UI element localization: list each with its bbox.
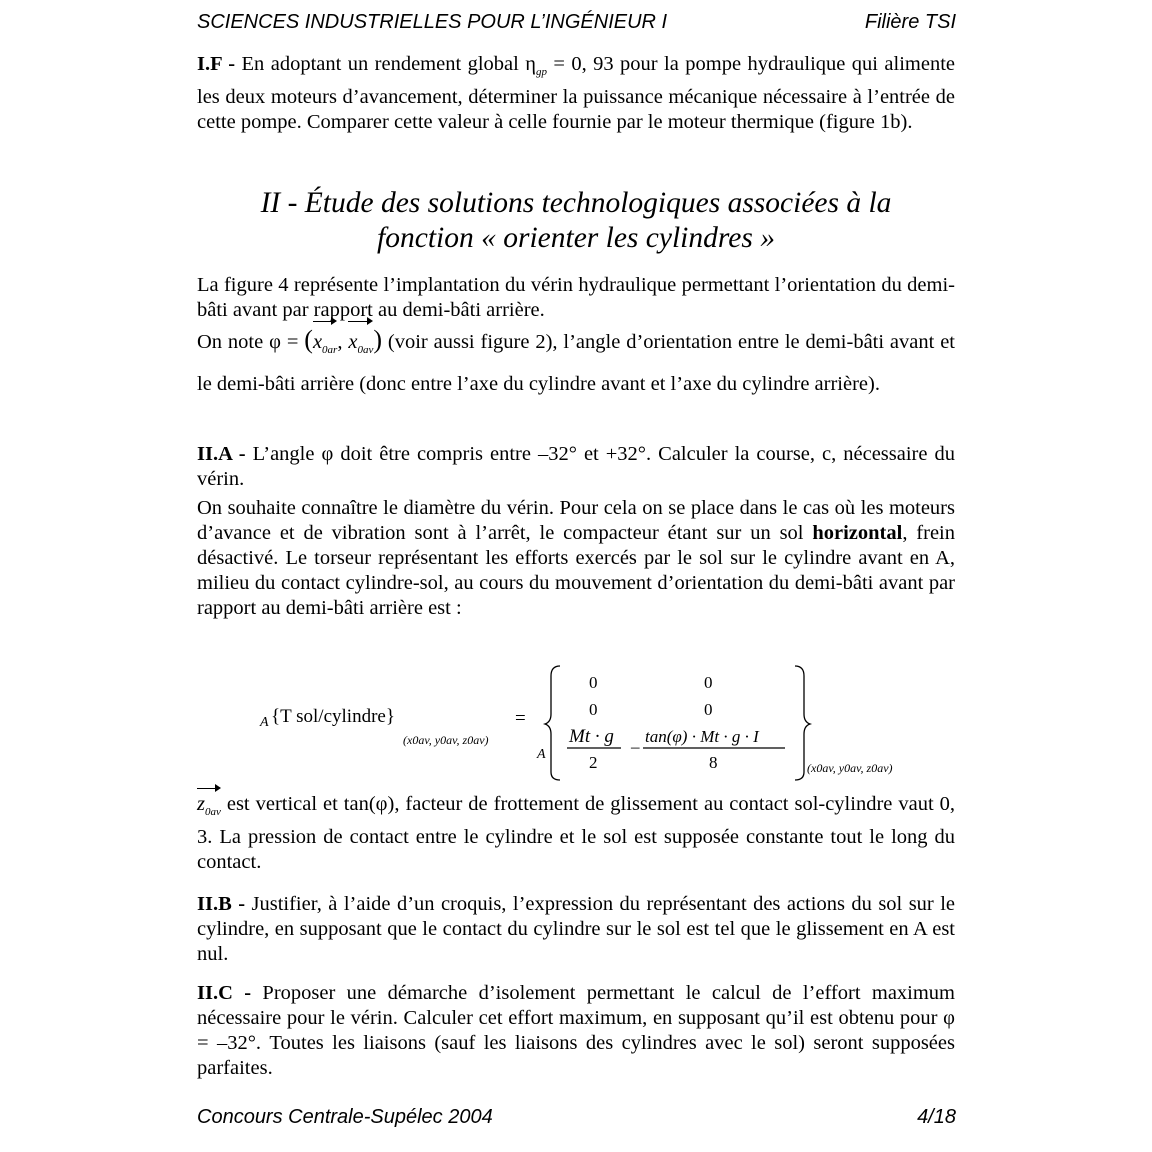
eq-point: A — [537, 747, 546, 762]
eq-equals: = — [515, 708, 526, 729]
intro — [197, 273, 955, 401]
eq-lhs-pre: A — [260, 715, 269, 730]
after-eq-text: est vertical et tan(φ), facteur de frottement de glissement au contact sol-cylindre vaut 0, 3. La pression de contact entre le cylindre et le sol est supposée constante tout le long du contact. — [197, 793, 955, 874]
r3c2-sign: – — [631, 737, 640, 756]
equation-svg — [255, 660, 935, 790]
bold-horizontal: horizontal — [812, 522, 903, 544]
eq-lhs: {T sol/cylindre} — [271, 706, 395, 727]
vec-x0av-sub: 0av — [357, 344, 374, 357]
label-IF: I.F - — [197, 53, 236, 75]
text-IF-rest: pour la pompe hydraulique qui alimente les deux moteurs d’avancement, déterminer la puissance mécanique nécessaire à l’entrée de cette pompe. Comparer cette valeur à celle fournie par le moteur thermique (figure 1b). — [197, 53, 955, 134]
r3c1-num: Mt · g — [569, 726, 614, 747]
vec-z0av-sub: 0av — [204, 806, 221, 819]
text-IF: En adoptant un rendement global η — [241, 53, 536, 75]
vec-x0ar-sub: 0ar — [322, 344, 338, 357]
text-IIA-p2: On souhaite connaître le diamètre du vérin. Pour cela on se place dans le cas où les moteurs d’avance et de vibration sont à l’arrêt, le compacteur étant sur un sol — [197, 497, 955, 544]
vec-x0av-letter: x — [348, 331, 358, 353]
eq-basis-left: (x0av, y0av, z0av) — [403, 733, 489, 747]
text-IIC: Proposer une démarche d’isolement permettant le calcul de l’effort maximum nécessaire pour le vérin. Calculer cet effort maximum, en supposant qu’il est obtenu pour φ = –32°. Toutes les liaisons (sauf les liaisons des cylindres avec le sol) seront supposées parfaites. — [197, 982, 956, 1079]
text-IIA: L’angle φ doit être compris entre –32° et +32°. Calculer la course, c, nécessaire du vérin. — [197, 443, 955, 490]
vec-x0ar-letter: x — [312, 331, 323, 353]
intro-p2: On note $\varphi = (x_{0ar}$, $x_{0av}$) (voir aussi figure 2), l’angle d’orientation entre le demi-bâti avant et le demi-bâti arrière (donc entre l’axe du cylindre avant et l’axe du cylindre arrière). — [197, 325, 956, 396]
question-IF — [197, 52, 955, 135]
intro-p1: La figure 4 représente l’implantation du vérin hydraulique permettant l’orientation du demi-bâti avant par rapport au demi-bâti arrière. — [197, 274, 955, 321]
r2c1: 0 — [589, 700, 598, 719]
vec-x0av — [348, 325, 373, 367]
after-equation — [197, 792, 955, 875]
page-footer — [197, 1106, 956, 1129]
section-title-line1: II - Étude des solutions technologiques associées à la — [260, 187, 892, 219]
left-brace — [545, 666, 560, 780]
intro-p2a: On note φ = — [197, 331, 305, 353]
eta-sub: gp — [535, 66, 547, 79]
text-IIA-p2b: , frein désactivé. Le torseur représentant les efforts exercés par le sol sur le cylindre avant en A, milieu du contact cylindre-sol, au cours du mouvement d’orientation du demi-bâti avant par rapport au demi-bâti arrière est : — [197, 522, 955, 619]
eta-val: = 0, 93 — [546, 53, 614, 75]
question-IIA — [197, 442, 955, 621]
label-IIA: II.A - — [197, 443, 246, 465]
r3c2-num: tan(φ) · Mt · g · I — [645, 727, 759, 746]
vec-z0av-letter: z — [197, 793, 205, 815]
r3c2-den: 8 — [709, 753, 718, 772]
page-header — [197, 11, 956, 34]
r1c1: 0 — [589, 673, 598, 692]
vec-x0ar — [313, 325, 337, 367]
question-IIB — [197, 892, 955, 967]
header-right: Filière TSI — [864, 11, 956, 33]
intro-p2b: (voir aussi figure 2), l’angle d’orientation entre le demi-bâti avant et le demi-bâti arrière (donc entre l’axe du cylindre avant et l’axe du cylindre arrière). — [197, 331, 956, 396]
section-title-line2: fonction « orienter les cylindres » — [377, 222, 775, 254]
label-IIC: II.C - — [197, 982, 252, 1004]
label-IIB: II.B - — [197, 893, 246, 915]
r2c2: 0 — [704, 700, 713, 719]
vec-z0av — [197, 792, 221, 825]
question-IIC — [197, 981, 955, 1081]
eq-basis-right: (x0av, y0av, z0av) — [807, 761, 893, 775]
r1c2: 0 — [704, 673, 713, 692]
footer-right: 4/18 — [917, 1106, 956, 1128]
r3c1-den: 2 — [589, 753, 598, 772]
text-IIB: Justifier, à l’aide d’un croquis, l’expression du représentant des actions du sol sur le cylindre, en supposant que le contact du cylindre sur le sol est tel que le glissement en A est nul. — [197, 893, 955, 965]
footer-left: Concours Centrale-Supélec 2004 — [197, 1106, 493, 1128]
header-left: SCIENCES INDUSTRIELLES POUR L’INGÉNIEUR I — [197, 11, 668, 33]
torseur-equation — [255, 660, 935, 790]
section-title — [197, 186, 955, 256]
